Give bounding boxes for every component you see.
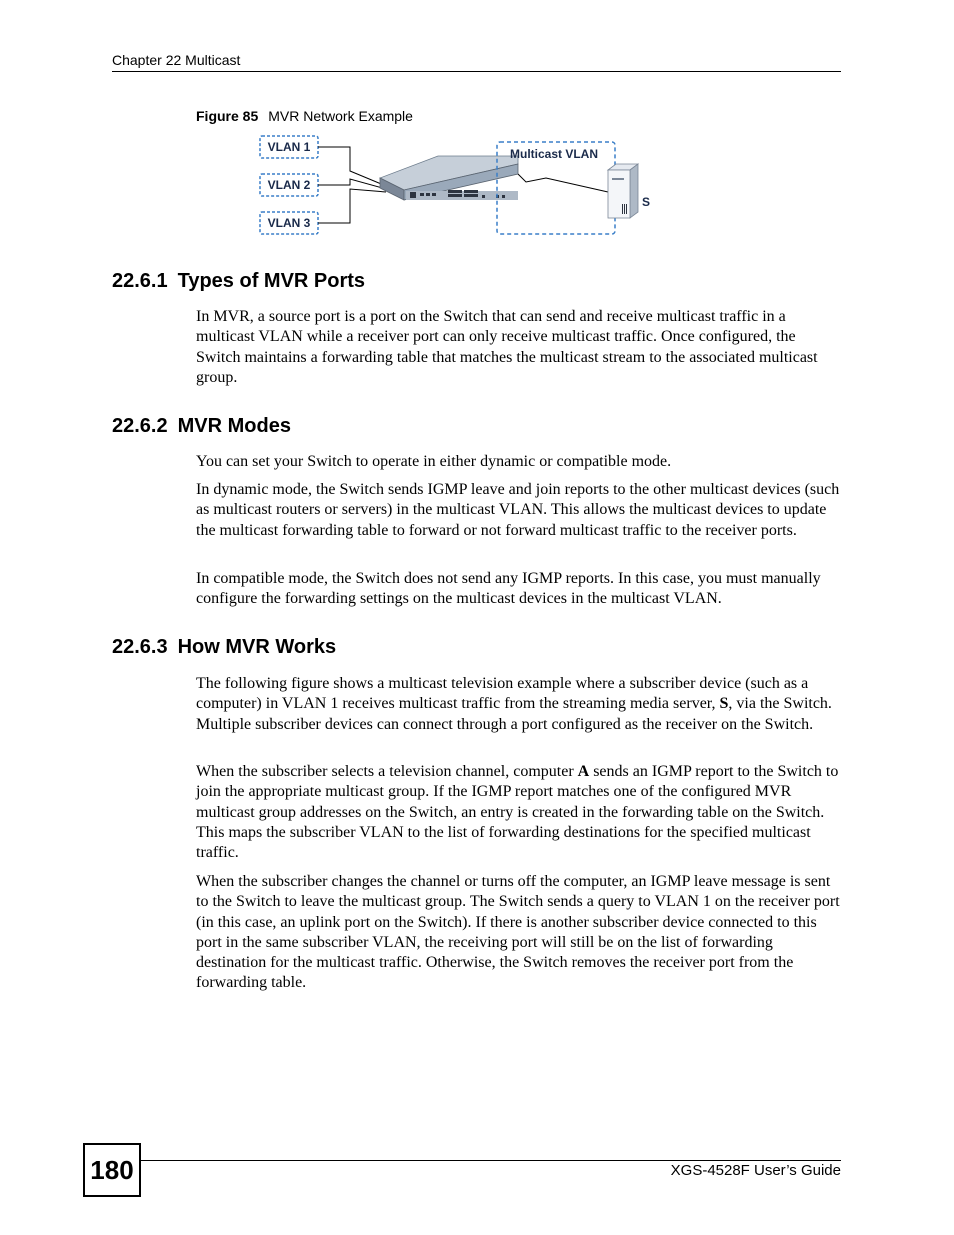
computer-a-reference: A bbox=[577, 763, 590, 780]
multicast-vlan-label: Multicast VLAN bbox=[510, 147, 599, 161]
uplink-line bbox=[518, 174, 608, 192]
vlan1-label: VLAN 1 bbox=[267, 140, 311, 154]
figure-caption bbox=[196, 108, 413, 124]
section-heading-types-of-mvr-ports bbox=[112, 270, 365, 293]
running-header: Chapter 22 Multicast bbox=[112, 52, 241, 68]
section-number: 22.6.3 bbox=[112, 636, 168, 658]
vlan3-label: VLAN 3 bbox=[267, 216, 311, 230]
section-number: 22.6.2 bbox=[112, 415, 168, 437]
figure-number: Figure 85 bbox=[196, 108, 259, 124]
header-divider bbox=[112, 71, 841, 72]
paragraph: The following figure shows a multicast television example where a subscriber device (such as a computer) in VLAN 1 receives multicast traffic from the streaming media server, S, via the Switch. Multiple subscriber devices can connect through a port configured as the receiver on the Switch. bbox=[196, 675, 832, 733]
multicast-vlan-box bbox=[497, 142, 615, 234]
vlan-connector-lines bbox=[318, 147, 386, 223]
server-icon bbox=[608, 164, 650, 218]
paragraph: When the subscriber selects a television channel, computer A sends an IGMP report to the Switch to join the appropriate multicast group. If the IGMP report matches one of the configured MVR multicast group addresses on the Switch, an entry is created in the forwarding table on the Switch. This maps the subscriber VLAN to the list of forwarding destinations for the specified multicast traffic. bbox=[196, 763, 839, 862]
vlan2-box bbox=[260, 174, 318, 196]
paragraph: In MVR, a source port is a port on the Switch that can send and receive multicast traffic in a multicast VLAN while a receiver port can only receive multicast traffic. Once configured, the Switch maintains a forwarding table that matches the multicast stream to the associated multicast group. bbox=[196, 308, 818, 386]
section-title: How MVR Works bbox=[177, 636, 337, 658]
page-number: 180 bbox=[83, 1143, 141, 1197]
paragraph: In dynamic mode, the Switch sends IGMP leave and join reports to the other multicast devices (such as multicast routers or servers) in the multicast VLAN. This allows the multicast devices to update the multicast forwarding table to forward or not forward multicast traffic to the receiver ports. bbox=[196, 481, 840, 539]
server-label: S bbox=[642, 195, 651, 209]
footer-divider bbox=[140, 1160, 841, 1161]
paragraph: When the subscriber changes the channel or turns off the computer, an IGMP leave message is sent to the Switch to leave the multicast group. The Switch sends a query to VLAN 1 on the receiver port (in this case, an uplink port on the Switch). If there is another subscriber device connected to this port in the same subscriber VLAN, the receiving port will still be on the list of forwarding destination for the multicast traffic. Otherwise, the Switch removes the receiver port from the forwarding table. bbox=[196, 873, 840, 992]
section-title: MVR Modes bbox=[177, 415, 291, 437]
section-heading-how-mvr-works bbox=[112, 636, 336, 659]
vlan1-box bbox=[260, 136, 318, 158]
figure-title: MVR Network Example bbox=[268, 108, 413, 124]
mvr-network-diagram bbox=[256, 134, 656, 238]
section-number: 22.6.1 bbox=[112, 270, 168, 292]
section-title: Types of MVR Ports bbox=[177, 270, 366, 292]
server-s-reference: S bbox=[719, 695, 729, 713]
guide-title: XGS-4528F User’s Guide bbox=[670, 1162, 841, 1179]
paragraph: You can set your Switch to operate in either dynamic or compatible mode. bbox=[196, 453, 672, 470]
paragraph: In compatible mode, the Switch does not send any IGMP reports. In this case, you must manually configure the forwarding settings on the multicast devices in the multicast VLAN. bbox=[196, 570, 821, 608]
vlan3-box bbox=[260, 212, 318, 234]
section-heading-mvr-modes bbox=[112, 415, 291, 438]
vlan2-label: VLAN 2 bbox=[267, 178, 311, 192]
